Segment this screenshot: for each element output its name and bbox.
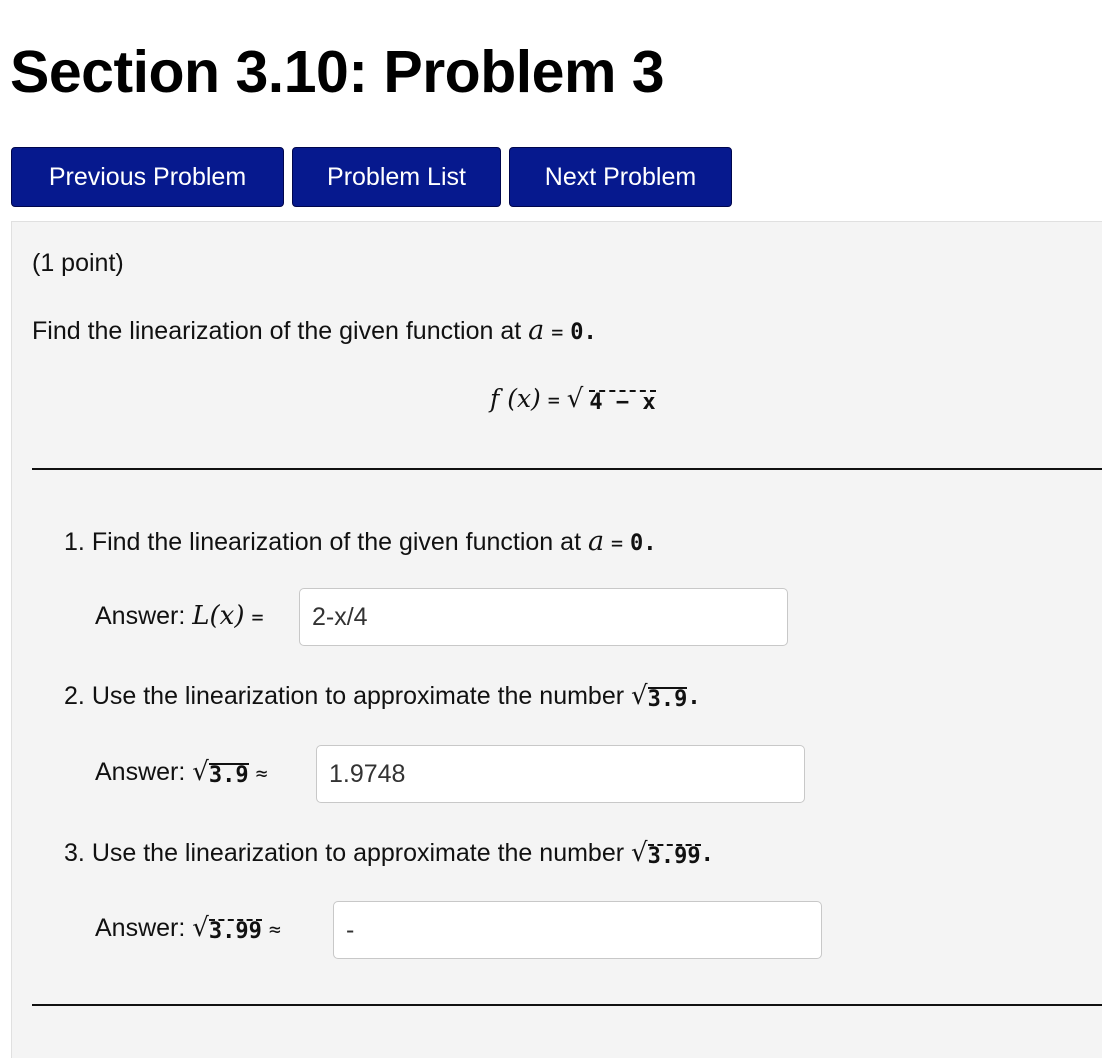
function-lhs: f (x): [490, 384, 541, 413]
previous-problem-button[interactable]: Previous Problem: [11, 147, 284, 207]
answer-2-input[interactable]: 1.9748: [316, 745, 805, 803]
problem-intro: [32, 315, 597, 346]
a-value: 0.: [570, 320, 597, 345]
question-2-text: Use the linearization to approximate the number: [91, 682, 625, 710]
question-1: [64, 526, 657, 557]
question-3-sqrt: [631, 838, 701, 868]
function-display: [490, 384, 656, 414]
answer-3-label: Answer:: [95, 914, 186, 942]
function-sqrt: [567, 384, 656, 414]
question-1-a-value: 0.: [630, 531, 657, 556]
sqrt-icon: √: [631, 681, 648, 711]
sqrt-icon: √: [192, 913, 209, 943]
answer-3-sqrt: [192, 913, 262, 943]
function-radicand: 4 − x: [589, 390, 656, 415]
question-1-equals: =: [611, 531, 624, 555]
question-2: [64, 681, 701, 711]
answer-2-rel: ≈: [255, 761, 268, 785]
sqrt-icon: √: [566, 384, 584, 414]
sqrt-icon: √: [192, 757, 209, 787]
divider-top: [32, 468, 1102, 470]
answer-1-label: Answer:: [95, 602, 186, 630]
answer-2-radicand: 3.9: [208, 763, 249, 788]
answer-3-rel: ≈: [268, 917, 281, 941]
answer-3-radicand: 3.99: [208, 919, 262, 944]
answer-3-input[interactable]: -: [333, 901, 822, 959]
question-1-a-variable: a: [587, 526, 605, 557]
question-2-period: .: [687, 685, 701, 710]
question-3-number: 3.: [64, 839, 85, 867]
question-2-sqrt: [631, 681, 687, 711]
answer-3-label-group: [95, 913, 281, 943]
answer-2-label: Answer:: [95, 758, 186, 786]
answer-1-input[interactable]: 2-x/4: [299, 588, 788, 646]
question-3: [64, 838, 714, 868]
question-2-radicand: 3.9: [647, 687, 688, 712]
question-3-text: Use the linearization to approximate the number: [91, 839, 625, 867]
problem-intro-text: Find the linearization of the given function at: [32, 317, 522, 345]
answer-1-rel: =: [251, 605, 264, 629]
sqrt-icon: √: [631, 838, 648, 868]
answer-2-label-group: [95, 757, 268, 787]
points-label: (1 point): [32, 249, 124, 277]
question-3-radicand: 3.99: [647, 844, 701, 869]
question-1-text: Find the linearization of the given function at: [91, 528, 582, 556]
problem-list-button[interactable]: Problem List: [292, 147, 501, 207]
page-title: Section 3.10: Problem 3: [10, 39, 665, 105]
next-problem-button[interactable]: Next Problem: [509, 147, 732, 207]
divider-bottom: [32, 1004, 1102, 1006]
equals-sign: =: [551, 320, 564, 344]
answer-2-sqrt: [192, 757, 248, 787]
question-2-number: 2.: [64, 682, 85, 710]
function-equals: =: [547, 388, 560, 412]
answer-1-lhs: L(x): [192, 601, 245, 631]
problem-panel: [11, 221, 1102, 1058]
a-variable: a: [528, 315, 545, 346]
question-1-number: 1.: [64, 528, 85, 556]
question-3-period: .: [700, 842, 714, 867]
answer-1-label-group: [95, 601, 263, 631]
